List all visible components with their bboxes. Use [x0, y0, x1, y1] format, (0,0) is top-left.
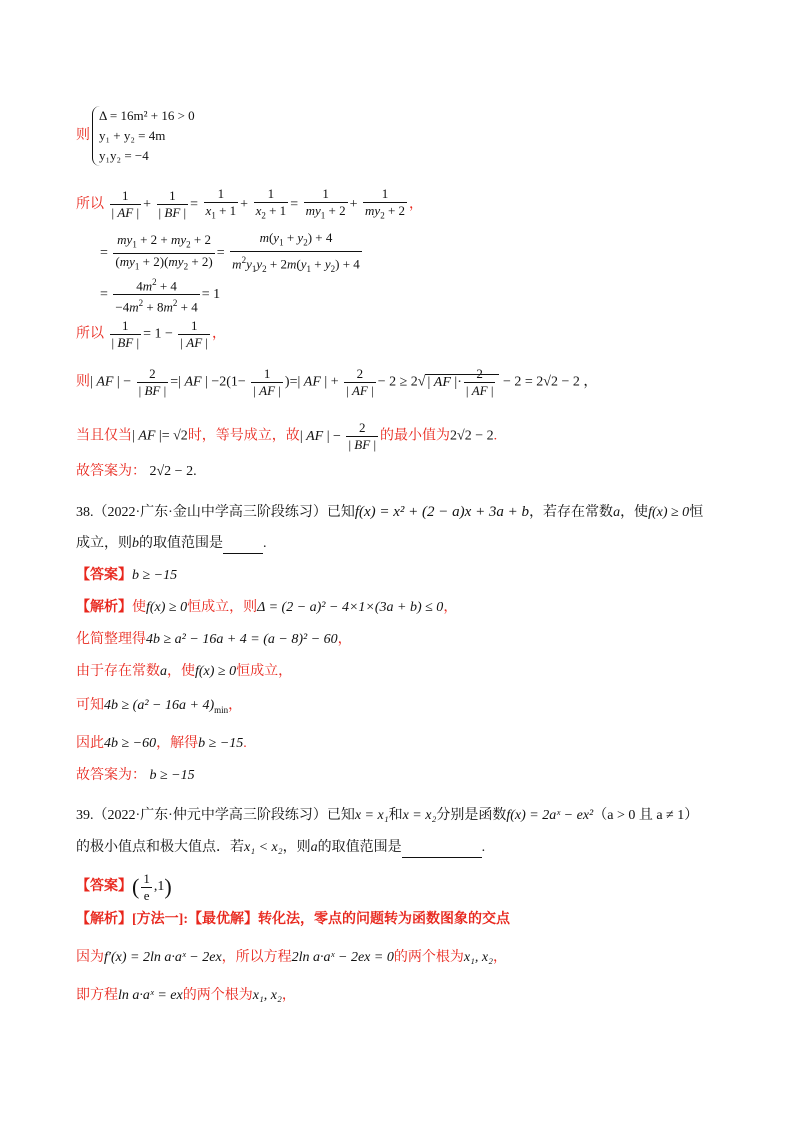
eq-prod: y₁y₂ = −4: [99, 148, 149, 163]
bf-line: 所以 $\frac{1}{| BF |}$ = 1 − $\frac{1}{| AF |}$ ，: [76, 318, 227, 350]
equality-line: 当且仅当| AF |= √2时，等号成立，故| AF | − $\frac{2}{| BF |}$ 的最小值为2√2 − 2.: [76, 420, 498, 452]
q38-answer-line: [76, 566, 177, 586]
q38-answer-value: b ≥ −15: [132, 568, 178, 583]
prev-answer-value: 2√2 − 2: [149, 464, 194, 479]
q38-analysis-line3: 由于存在常数a，使f(x) ≥ 0恒成立，: [76, 664, 293, 679]
q39-source: （2022·广东·仲元中学高三阶段练习）已知: [93, 808, 355, 823]
q38-stem-line2: 成立，则b的取值范围是 .: [76, 534, 267, 554]
q38-analysis-line5: 因此4b ≥ −60，解得b ≥ −15.: [76, 736, 247, 751]
q38-stem-line1: 38.（2022·广东·金山中学高三阶段练习）已知f(x) = x² + (2 − a)x + 3a + b，若存在常数a，使f(x) ≥ 0恒: [76, 504, 704, 520]
q39-analysis-label: 【解析】: [76, 912, 132, 927]
eq-sum: y₁ + y₂ = 4m: [99, 128, 166, 143]
q39-answer-blank: [402, 857, 482, 858]
ze-label-2: 则: [76, 374, 90, 390]
suoyi-label-1: 所以: [76, 197, 104, 213]
q39-analysis-line2: 即方程ln a·aˣ = ex的两个根为x₁, x₂，: [76, 988, 296, 1003]
q38-answer-blank: [223, 553, 263, 554]
equation-system: [92, 106, 195, 166]
q39-analysis-heading: [76, 910, 510, 930]
q39-stem-line2: 的极小值点和极大值点．若x₁ < x₂，则a的取值范围是 .: [76, 838, 485, 858]
prev-answer-label: 故答案为：: [76, 464, 146, 479]
q39-func: f(x) = 2aˣ − ex²: [506, 808, 594, 823]
q39-analysis-line1: 因为f′(x) = 2ln a·aˣ − 2ex，所以方程2ln a·aˣ − 2ex = 0的两个根为x₁, x₂，: [76, 950, 507, 965]
q39-answer-label: 【答案】: [76, 879, 132, 895]
reciprocal-sum-line: 所以 $\frac{1}{| AF |}$ + $\frac{1}{| BF |}$ = $\frac{1}{x_1 + 1}$ + $\frac{1}{x_2 + 1}$ = $\frac{1}{my_1 + 2}$ + $\frac{1}{my_2 + 2}$ ，: [76, 186, 423, 224]
q38-analysis-line4: 可知$4b \ge (a^2 - 16a + 4)_{min}$，: [76, 698, 243, 715]
prev-answer-line: 故答案为： 2√2 − 2.: [76, 464, 197, 479]
q39-method: [方法一]:【最优解】转化法，零点的问题转为函数图象的交点: [132, 912, 510, 927]
suoyi-label-2: 所以: [76, 326, 104, 342]
q38-number: 38.: [76, 505, 94, 520]
q38-source: （2022·广东·金山中学高三阶段练习）已知: [93, 505, 355, 520]
q39-answer-value: (: [132, 874, 140, 899]
q38-analysis-label: 【解析】: [76, 600, 132, 615]
eq-delta: Δ = 16m² + 16 > 0: [99, 108, 195, 123]
ze-label: 则: [76, 128, 90, 144]
q39-answer-line: 【答案】( $\frac{1}{e}$ ,1): [76, 870, 172, 903]
q38-final-line: [76, 766, 195, 786]
q38-func: f(x) = x² + (2 − a)x + 3a + b: [354, 504, 530, 520]
inequality-line: 则| AF | − $\frac{2}{| BF |}$ =| AF | −2(1− $\frac{1}{| AF |}$ )=| AF | + $\frac{2}{| AF |}$ − 2 ≥ 2√ | AF |· $\frac{2}{| AF |}$ − 2 = 2√2 − 2 ，: [76, 366, 598, 398]
q39-number: 39.: [76, 808, 94, 823]
q39-stem-line1: 39.（2022·广东·仲元中学高三阶段练习）已知x = x₁和x = x₂分别是函数f(x) = 2aˣ − ex²（a > 0 且 a ≠ 1）: [76, 808, 699, 823]
simplify-line-2: = $\frac{4m^2 + 4}{-4m^2 + 8m^2 + 4}$ = 1: [100, 277, 221, 315]
q38-final-label: 故答案为：: [76, 768, 146, 783]
system-line: [76, 106, 195, 166]
q38-answer-label: 【答案】: [76, 568, 132, 583]
q38-final-value: b ≥ −15: [149, 768, 195, 783]
q38-analysis-line2: 化简整理得4b ≥ a² − 16a + 4 = (a − 8)² − 60，: [76, 632, 352, 647]
simplify-line-1: = $\frac{my_1 + 2 + my_2 + 2}{(my_1 + 2)(my_2 + 2)}$ = $\frac{m(y_1 + y_2) + 4}{m^2y_1y_2 + 2m(y_1 + y_2) + 4}$: [100, 230, 364, 277]
q38-analysis-line1: 【解析】使f(x) ≥ 0恒成立，则Δ = (2 − a)² − 4×1×(3a + b) ≤ 0，: [76, 600, 458, 615]
